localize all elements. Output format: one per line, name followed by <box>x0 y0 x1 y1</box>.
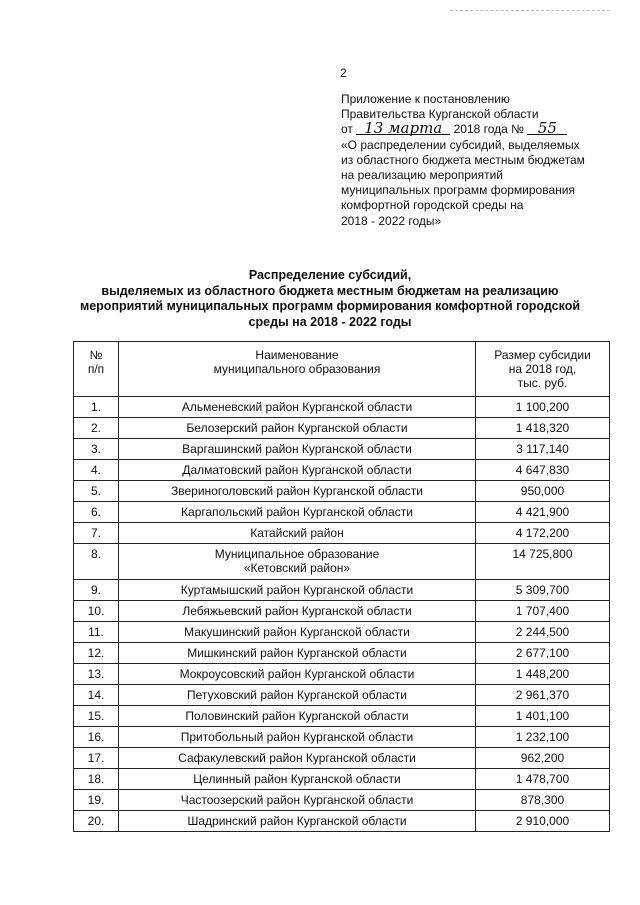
row-number: 11. <box>74 622 119 643</box>
table-row <box>74 664 610 685</box>
appendix-desc-line: муниципальных программ формирования <box>341 183 575 198</box>
row-number: 19. <box>74 790 119 811</box>
row-number: 9. <box>74 580 119 601</box>
table-row <box>74 748 610 769</box>
appendix-desc-line: 2018 - 2022 годы» <box>341 213 442 228</box>
row-number: 14. <box>74 685 119 706</box>
row-number: 4. <box>74 460 119 481</box>
table-row <box>74 706 610 727</box>
appendix-date-prefix: от <box>341 122 353 137</box>
row-number: 1. <box>74 397 119 418</box>
row-name: Белозерский район Курганской области <box>119 418 476 439</box>
row-name: Целинный район Курганской области <box>119 769 476 790</box>
row-name: Макушинский район Курганской области <box>119 622 476 643</box>
row-name: Каргапольский район Курганской области <box>119 502 476 523</box>
header-amount: Размер субсидии на 2018 год, тыс. руб. <box>476 342 610 397</box>
row-amount: 1 418,320 <box>476 418 610 439</box>
appendix-desc-line: на реализацию мероприятий <box>341 168 503 183</box>
row-number: 18. <box>74 769 119 790</box>
table-row <box>74 580 610 601</box>
header-num: № п/п <box>74 342 119 397</box>
table-header-row <box>74 342 610 397</box>
row-name: Шадринский район Курганской области <box>119 811 476 832</box>
row-name: Сафакулевский район Курганской области <box>119 748 476 769</box>
title-line: мероприятий муниципальных программ формирования комфортной городской <box>79 299 581 313</box>
table-row <box>74 643 610 664</box>
table-row <box>74 481 610 502</box>
row-amount: 2 244,500 <box>476 622 610 643</box>
document-title <box>60 268 600 330</box>
row-amount: 1 232,100 <box>476 727 610 748</box>
row-name: Звериноголовский район Курганской области <box>119 481 476 502</box>
row-number: 12. <box>74 643 119 664</box>
row-number: 8. <box>74 544 119 580</box>
row-amount: 5 309,700 <box>476 580 610 601</box>
row-amount: 1 448,200 <box>476 664 610 685</box>
appendix-desc-line: из областного бюджета местным бюджетам <box>341 152 585 167</box>
row-number: 5. <box>74 481 119 502</box>
row-amount: 878,300 <box>476 790 610 811</box>
appendix-line-1: Приложение к постановлению <box>341 92 510 106</box>
row-amount: 4 172,200 <box>476 523 610 544</box>
row-name: Варгашинский район Курганской области <box>119 439 476 460</box>
row-amount: 4 421,900 <box>476 502 610 523</box>
row-amount: 1 100,200 <box>476 397 610 418</box>
row-number: 3. <box>74 439 119 460</box>
appendix-date-line <box>341 119 631 138</box>
scan-top-line <box>450 10 610 11</box>
row-name: Частоозерский район Курганской области <box>119 790 476 811</box>
row-number: 15. <box>74 706 119 727</box>
row-name: Петуховский район Курганской области <box>119 685 476 706</box>
row-amount: 950,000 <box>476 481 610 502</box>
row-number: 7. <box>74 523 119 544</box>
appendix-desc-line: комфортной городской среды на <box>341 198 524 213</box>
row-amount: 1 478,700 <box>476 769 610 790</box>
row-name: Притобольный район Курганской области <box>119 727 476 748</box>
table-row <box>74 439 610 460</box>
row-name: Муниципальное образование «Кетовский район» <box>119 544 476 580</box>
row-number: 10. <box>74 601 119 622</box>
row-number: 20. <box>74 811 119 832</box>
row-name: Далматовский район Курганской области <box>119 460 476 481</box>
appendix-desc-line: «О распределении субсидий, выделяемых <box>341 137 580 152</box>
row-name: Куртамышский район Курганской области <box>119 580 476 601</box>
row-amount: 14 725,800 <box>476 544 610 580</box>
handwritten-number: 55 <box>527 122 567 135</box>
handwritten-date: 13 марта <box>356 122 450 135</box>
title-line: Распределение субсидий, <box>248 268 412 282</box>
row-number: 17. <box>74 748 119 769</box>
table-row <box>74 769 610 790</box>
row-amount: 2 961,370 <box>476 685 610 706</box>
row-amount: 3 117,140 <box>476 439 610 460</box>
appendix-year-text: 2018 года № <box>453 122 525 137</box>
table-row <box>74 685 610 706</box>
table-row <box>74 502 610 523</box>
row-number: 16. <box>74 727 119 748</box>
table-row <box>74 790 610 811</box>
table-row <box>74 460 610 481</box>
table-row <box>74 601 610 622</box>
table-row <box>74 544 610 580</box>
row-name: Альменевский район Курганской области <box>119 397 476 418</box>
appendix-block <box>341 92 631 229</box>
table-row <box>74 622 610 643</box>
row-name: Половинский район Курганской области <box>119 706 476 727</box>
row-name: Мишкинский район Курганской области <box>119 643 476 664</box>
row-amount: 962,200 <box>476 748 610 769</box>
table-row <box>74 397 610 418</box>
table-row <box>74 727 610 748</box>
row-name: Мокроусовский район Курганской области <box>119 664 476 685</box>
row-amount: 1 401,100 <box>476 706 610 727</box>
row-name: Катайский район <box>119 523 476 544</box>
row-name: Лебяжьевский район Курганской области <box>119 601 476 622</box>
page-number: 2 <box>340 66 347 80</box>
subsidy-table <box>73 341 610 832</box>
table-row <box>74 418 610 439</box>
row-number: 13. <box>74 664 119 685</box>
row-amount: 4 647,830 <box>476 460 610 481</box>
table-row <box>74 523 610 544</box>
row-number: 2. <box>74 418 119 439</box>
appendix-line-2: Правительства Курганской области <box>341 107 539 122</box>
title-line: выделяемых из областного бюджета местным бюджетам на реализацию <box>101 283 559 298</box>
row-amount: 1 707,400 <box>476 601 610 622</box>
title-line: среды на 2018 - 2022 годы <box>248 314 412 329</box>
row-amount: 2 677,100 <box>476 643 610 664</box>
header-name: Наименование муниципального образования <box>119 342 476 397</box>
row-amount: 2 910,000 <box>476 811 610 832</box>
table-row <box>74 811 610 832</box>
row-number: 6. <box>74 502 119 523</box>
